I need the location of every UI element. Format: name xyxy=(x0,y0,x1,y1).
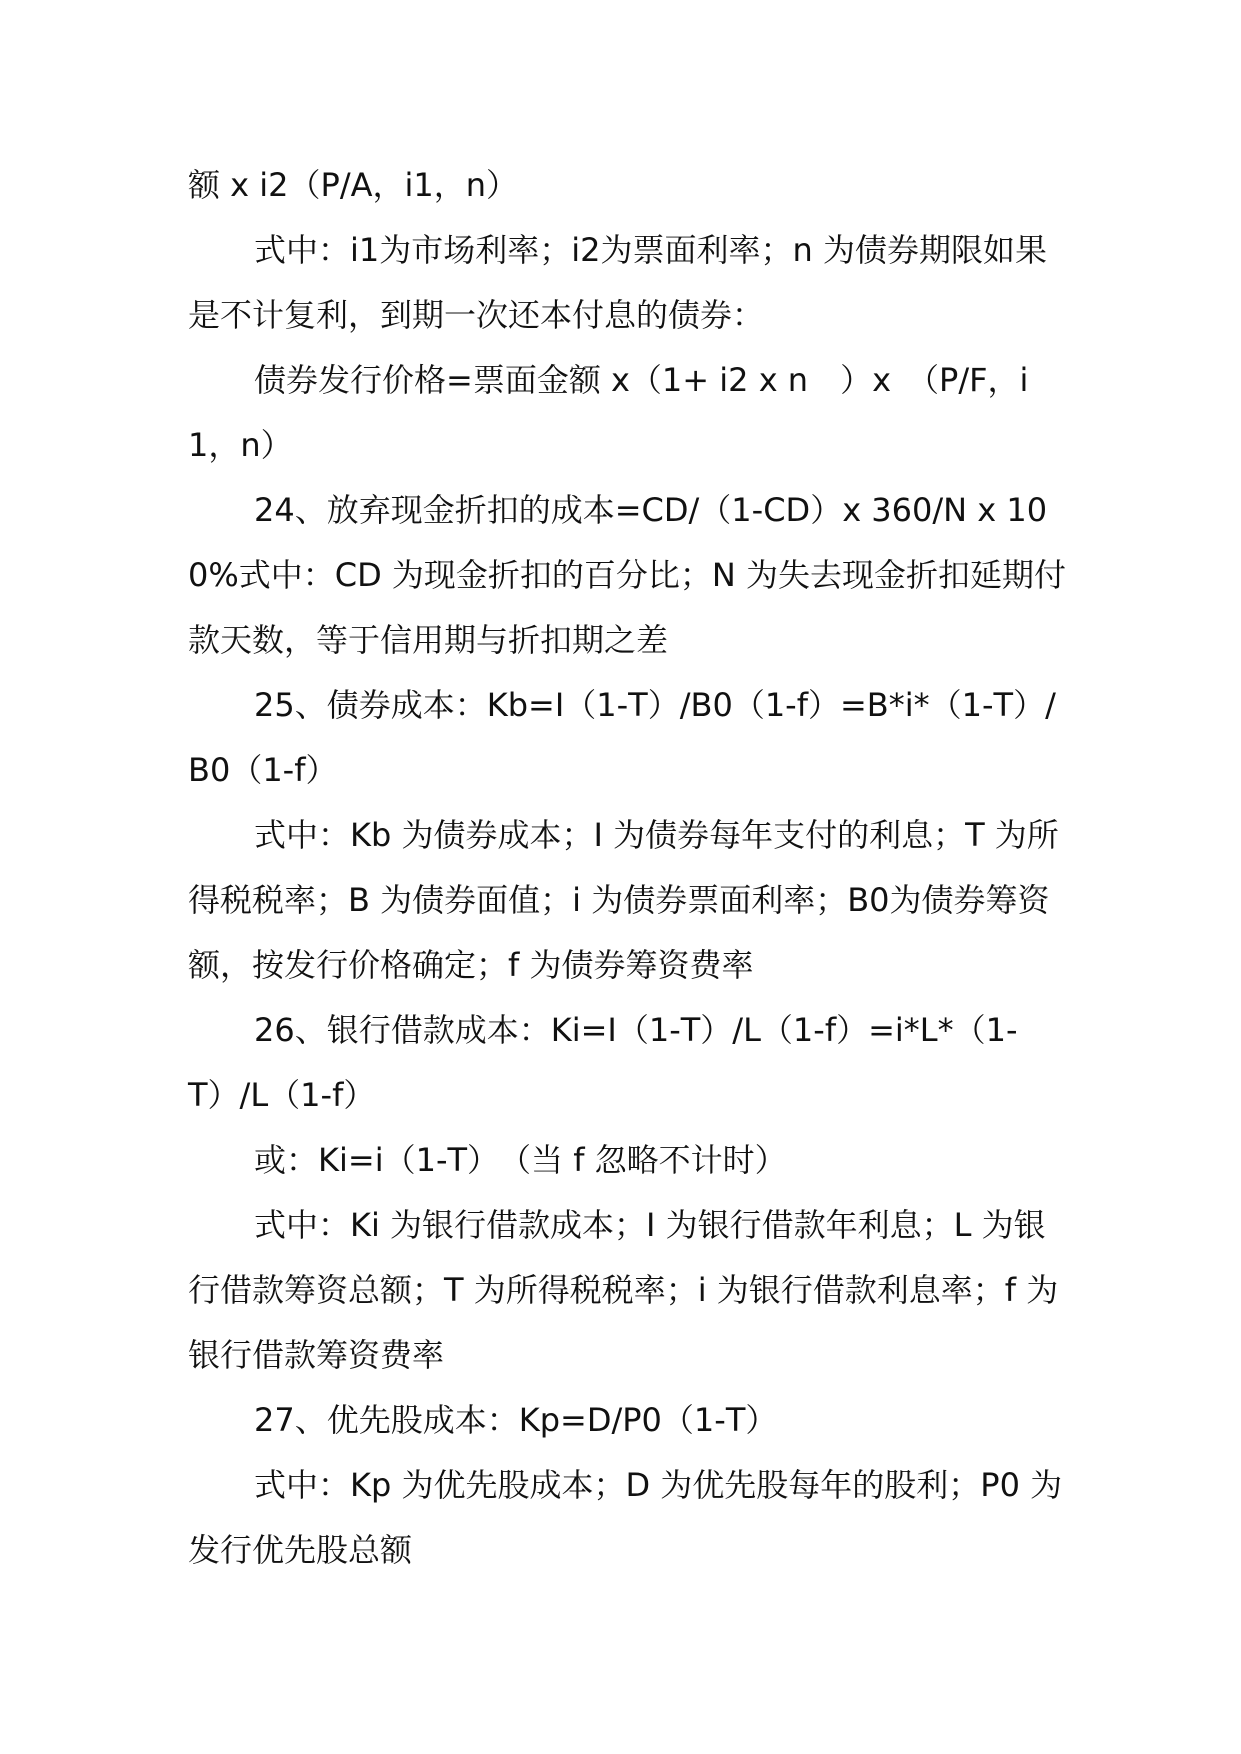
paragraph-item-24-cash-discount: 24、放弃现金折扣的成本=CD/（1-CD）x 360/N x 100%式中：CD 为现金折扣的百分比；N 为失去现金折扣延期付款天数，等于信用期与折扣期之差 xyxy=(188,491,1067,659)
paragraph-preferred-stock-definitions: 式中：Kp 为优先股成本；D 为优先股每年的股利；P0 为发行优先股总额 xyxy=(188,1466,1063,1569)
paragraph-item-25-bond-cost: 25、债券成本：Kb=I（1-T）/B0（1-f）=B*i*（1-T）/B0（1-f） xyxy=(188,686,1056,789)
paragraph-bond-cost-definitions: 式中：Kb 为债券成本；I 为债券每年支付的利息；T 为所得税税率；B 为债券面值；i 为债券票面利率；B0为债券筹资额，按发行价格确定；f 为债券筹资费率 xyxy=(188,816,1059,984)
paragraph-item-26-bank-loan-cost: 26、银行借款成本：Ki=I（1-T）/L（1-f）=i*L*（1-T）/L（1-f） xyxy=(188,1011,1018,1114)
paragraph-bank-loan-cost-alt: 或：Ki=i（1-T） （当 f 忽略不计时） xyxy=(254,1141,787,1179)
paragraph-bond-rate-definitions: 式中：i1为市场利率；i2为票面利率；n 为债券期限如果是不计复利，到期一次还本付息的债券： xyxy=(188,231,1047,334)
paragraph-bank-loan-definitions: 式中：Ki 为银行借款成本；I 为银行借款年利息；L 为银行借款筹资总额；T 为所得税税率；i 为银行借款利息率；f 为银行借款筹资费率 xyxy=(188,1206,1059,1374)
paragraph-bond-issue-price: 债券发行价格=票面金额 x（1+ i2 x n ）x （P/F，i1，n） xyxy=(188,361,1029,464)
document-body xyxy=(188,153,1068,1583)
paragraph-item-27-preferred-stock-cost: 27、优先股成本：Kp=D/P0（1-T） xyxy=(254,1401,778,1439)
paragraph-formula-continuation: 额 x i2（P/A，i1，n） xyxy=(188,166,519,204)
